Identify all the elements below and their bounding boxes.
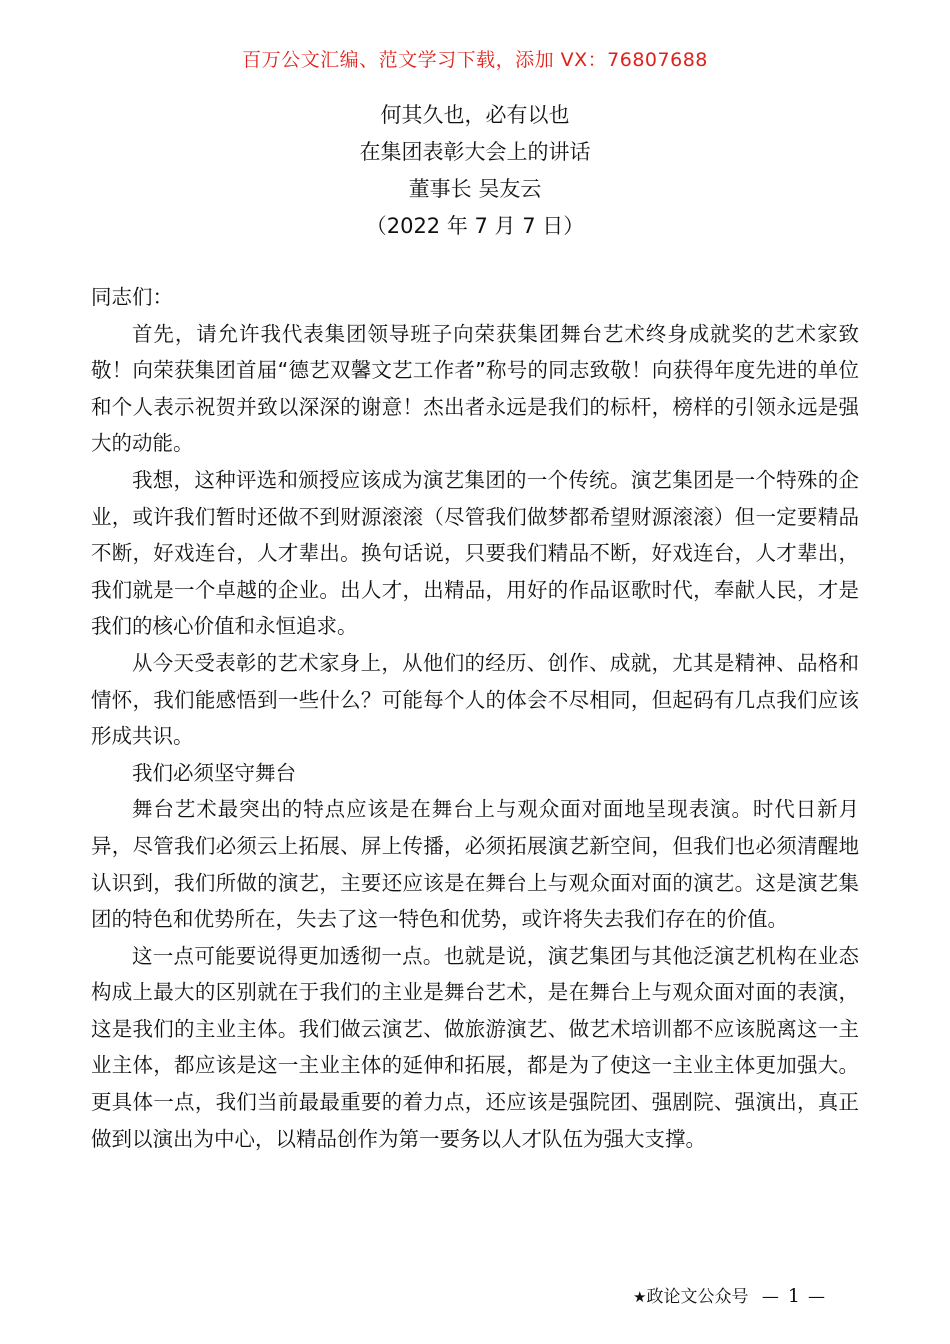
- paragraph: 首先，请允许我代表集团领导班子向荣获集团舞台艺术终身成就奖的艺术家致敬！向荣获集团首届“德艺双馨文艺工作者”称号的同志致敬！向获得年度先进的单位和个人表示祝贺并致以深深的谢意！杰出者永远是我们的标杆，榜样的引领永远是强大的动能。: [91, 321, 859, 456]
- star-icon: ★: [633, 1288, 647, 1306]
- page-footer: [633, 1282, 834, 1307]
- paragraph: 舞台艺术最突出的特点应该是在舞台上与观众面对面地呈现表演。时代日新月异，尽管我们必须云上拓展、屏上传播，必须拓展演艺新空间，但我们也必须清醒地认识到，我们所做的演艺，主要还应该是在舞台上与观众面对面的演艺。这是演艺集团的特色和优势所在，失去了这一特色和优势，或许将失去我们存在的价值。: [91, 797, 859, 932]
- speech-body: [91, 279, 859, 1157]
- paragraph: 从今天受表彰的艺术家身上，从他们的经历、创作、成就，尤其是精神、品格和情怀，我们能感悟到一些什么？可能每个人的体会不尽相同，但起码有几点我们应该形成共识。: [91, 650, 859, 749]
- section-heading: 我们必须坚守舞台: [132, 760, 296, 785]
- paragraph: 我想，这种评选和颁授应该成为演艺集团的一个传统。演艺集团是一个特殊的企业，或许我们暂时还做不到财源滚滚（尽管我们做梦都希望财源滚滚）但一定要精品不断，好戏连台，人才辈出。换句话说，只要我们精品不断，好戏连台，人才辈出，我们就是一个卓越的企业。出人才，出精品，用好的作品讴歌时代，奉献人民，才是我们的核心价值和永恒追求。: [91, 467, 859, 639]
- footer-dash-right: —: [808, 1287, 826, 1307]
- paragraph: 这一点可能要说得更加透彻一点。也就是说，演艺集团与其他泛演艺机构在业态构成上最大的区别就在于我们的主业是舞台艺术，是在舞台上与观众面对面的表演，这是我们的主业主体。我们做云演艺、做旅游演艺、做艺术培训都不应该脱离这一主业主体，都应该是这一主业主体的延伸和拓展，都是为了使这一主业主体更加强大。更具体一点，我们当前最最重要的着力点，还应该是强院团、强剧院、强演出，真正做到以演出为中心，以精品创作为第一要务以人才队伍为强大支撑。: [91, 943, 859, 1151]
- header-banner: 百万公文汇编、范文学习下载，添加 VX：76807688: [242, 49, 708, 71]
- speech-date: （2022 年 7 月 7 日）: [365, 214, 585, 238]
- title-block: [0, 97, 950, 245]
- salutation: 同志们：: [91, 285, 173, 309]
- speaker: 董事长 吴友云: [408, 177, 542, 201]
- footer-label: 政论文公众号: [646, 1287, 749, 1307]
- footer-dash-left: —: [761, 1287, 780, 1307]
- speech-subtitle: 在集团表彰大会上的讲话: [359, 140, 591, 164]
- speech-title: 何其久也，必有以也: [380, 103, 570, 127]
- page-number: 1: [787, 1285, 800, 1307]
